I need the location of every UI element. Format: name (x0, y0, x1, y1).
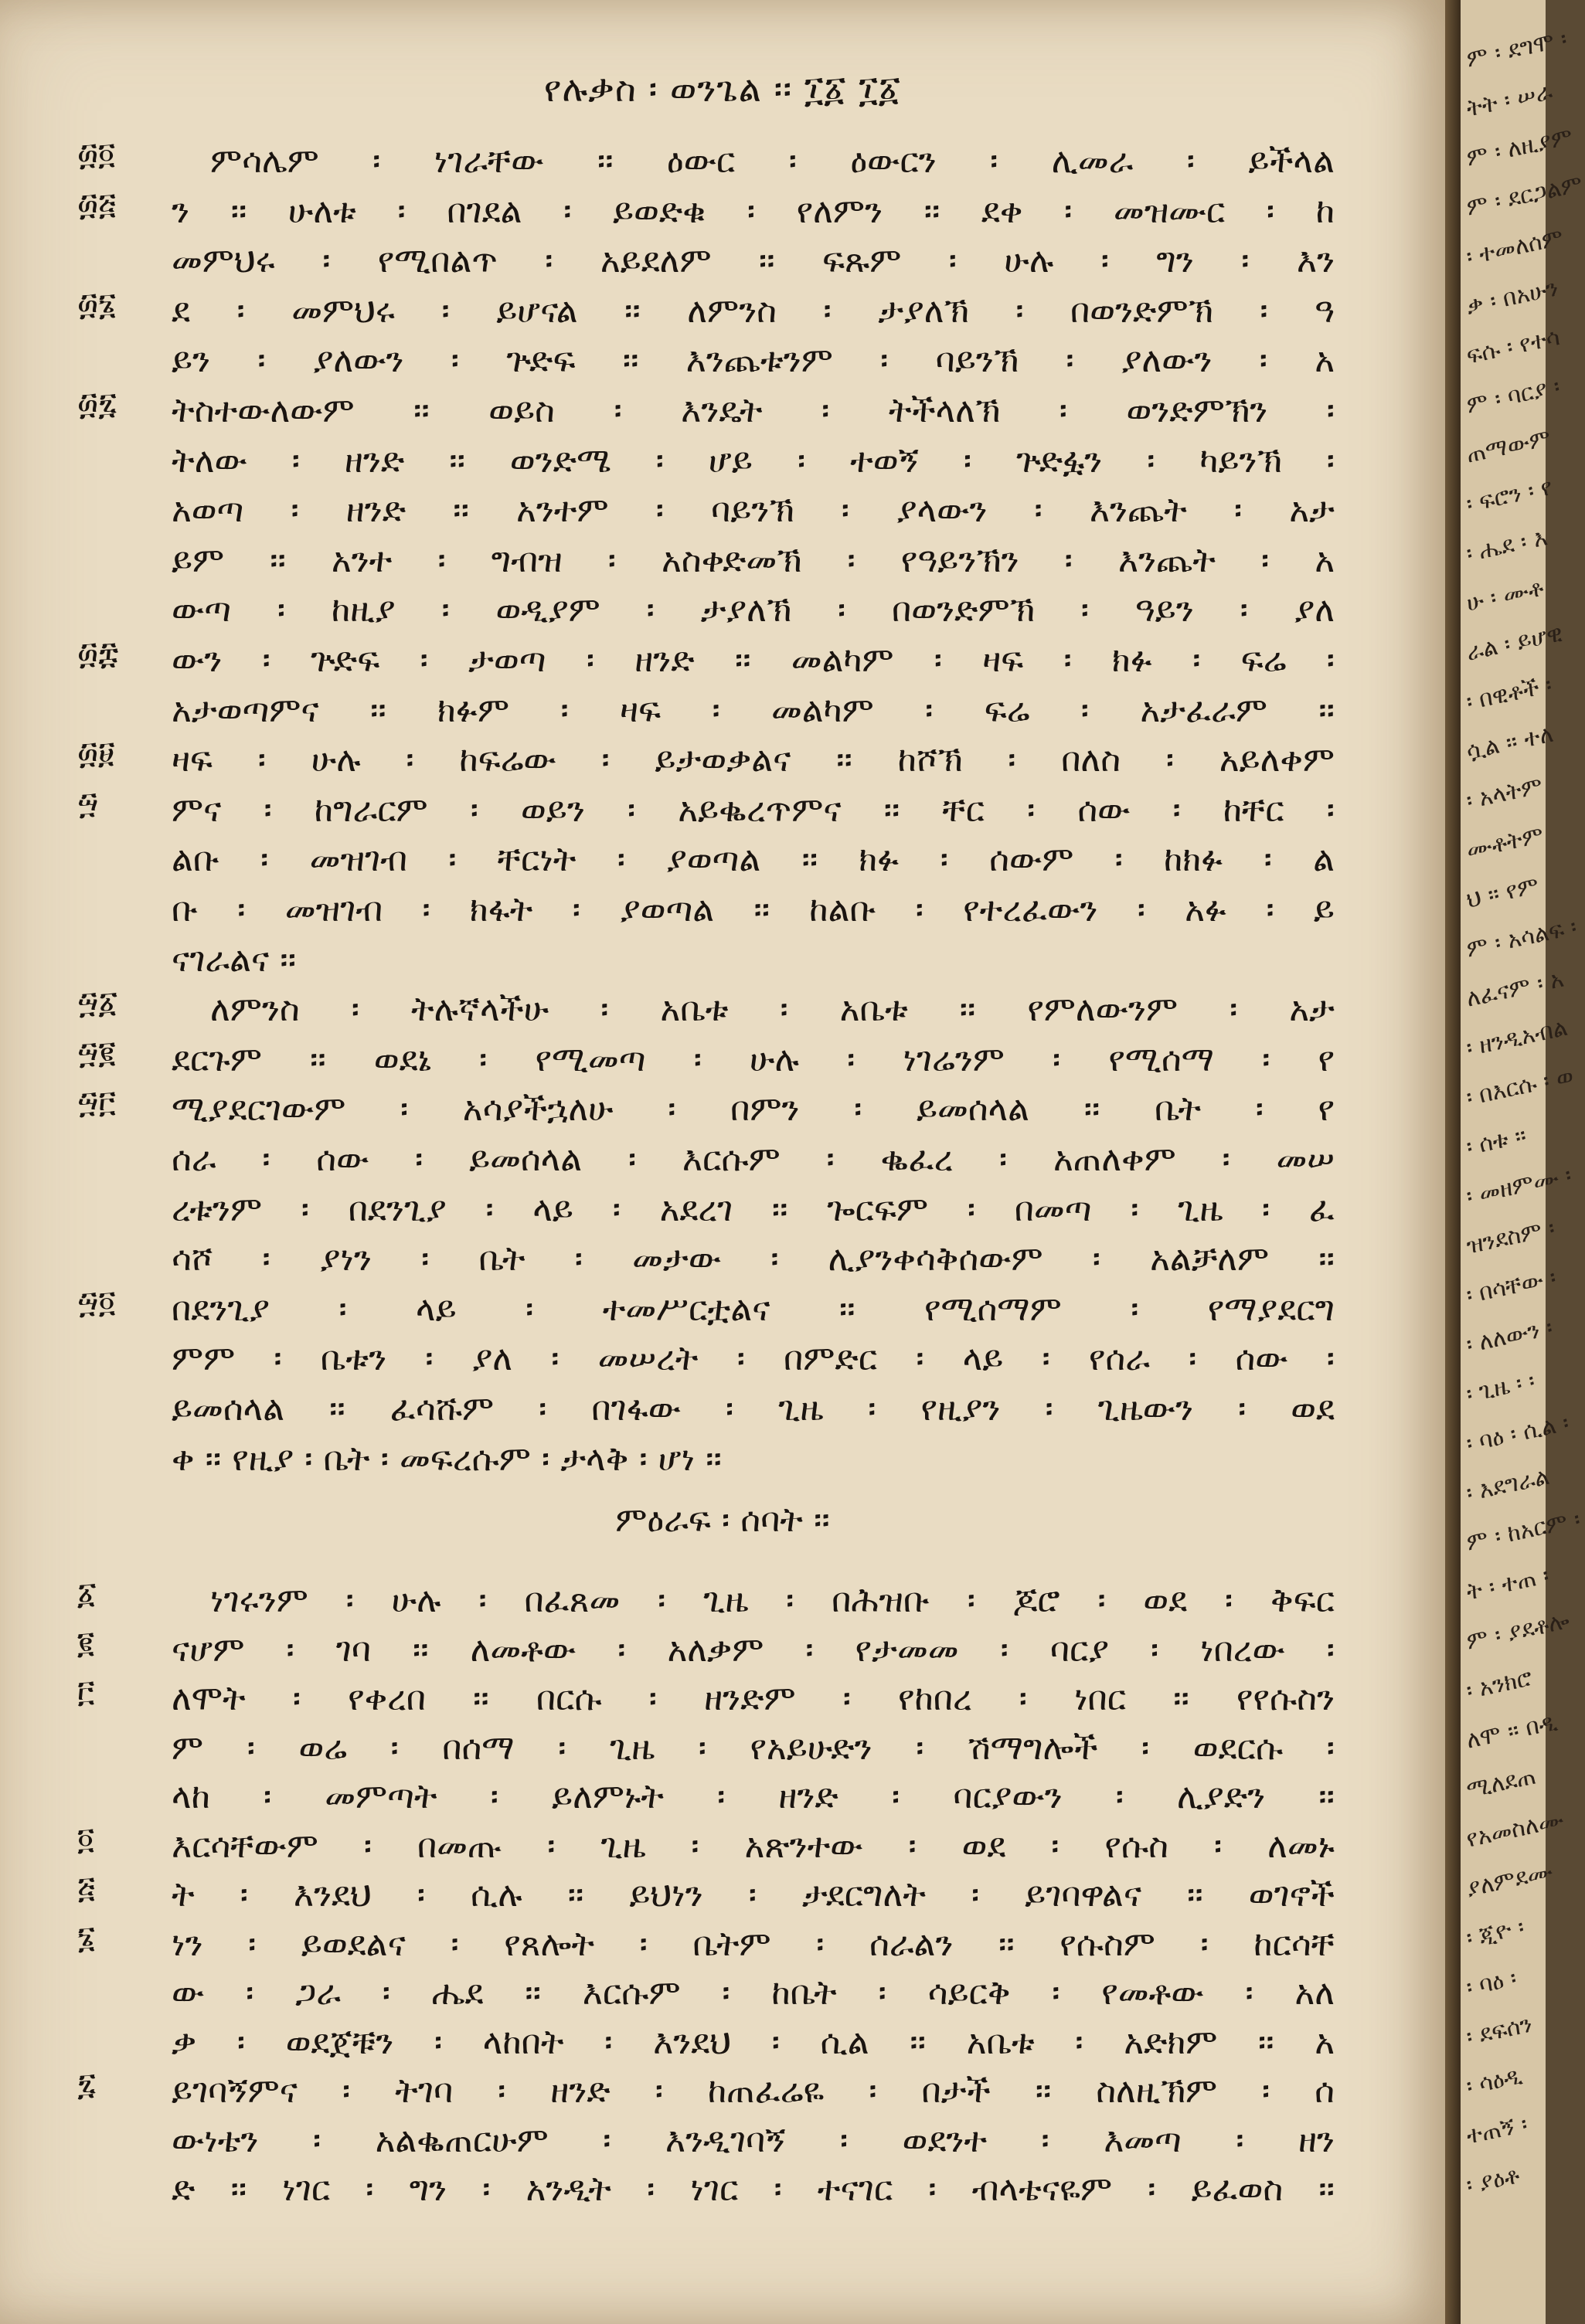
facing-page-fragment: ፡ በዊቶች ፡ (1464, 671, 1555, 716)
facing-page-fragment: ፡ ያዕቶ (1464, 2161, 1522, 2200)
facing-page-fragment: ፡ በሳቸው ፡ (1464, 1263, 1559, 1310)
facing-page-fragment: ፡ ባዕ ፡ (1464, 1964, 1519, 2002)
verse-number: ፴፬ (77, 137, 116, 172)
facing-page-fragment: ትት ፡ ሠራ (1464, 77, 1555, 123)
verse-line (0, 786, 1445, 835)
verse-text: ሳሾ ፡ ያነን ፡ ቤት ፡ መታው ፡ ሊያንቀሳቅሰውም ፡ አልቻለም ፡፡ (172, 1239, 1335, 1279)
verse-text: ላከ ፡ መምጣት ፡ ይለምኑት ፡ ዘንድ ፡ ባርያውን ፡ ሊያድን ፡፡ (172, 1777, 1335, 1816)
verse-line (0, 536, 1445, 586)
verse-line (0, 1920, 1445, 1969)
facing-page-fragment: ም ፡ ደግሞ ፡ (1464, 25, 1570, 73)
verse-line (0, 1435, 1445, 1484)
verse-number: ፴፭ (77, 186, 116, 223)
verse-line (0, 336, 1445, 386)
verse-line (0, 936, 1445, 985)
verse-text: ት ፡ እንደህ ፡ ሲሉ ፡፡ ይህነን ፡ ታደርግለት ፡ ይገባዋልና ፡፡ ወገኖች (172, 1875, 1335, 1915)
verse-line (0, 1969, 1445, 2018)
verse-line (0, 2165, 1445, 2214)
verse-line (0, 1724, 1445, 1773)
facing-page-fragment: ፡ ጊዜ ፡ ፡ (1464, 1367, 1538, 1408)
verse-text: እርሳቸውም ፡ በመጡ ፡ ጊዜ ፡ አጽንተው ፡ ወደ ፡ የሱስ ፡ ለመኑ (172, 1826, 1335, 1866)
verse-text: ቃ ፡ ወደጀቹን ፡ ላከበት ፡ እንደህ ፡ ሲል ፡፡ አቤቱ ፡ አድክም ፡፡ አ (172, 2022, 1335, 2062)
verse-number: ፫ (77, 1674, 95, 1710)
facing-page-fragment: ፡ ፍሮን ፡ የ (1464, 473, 1556, 518)
facing-page-fragment: ፡ ሳዕዲ (1464, 2062, 1525, 2101)
facing-page-fragment: ፡ በእርሱ ፡ ወ (1464, 1062, 1576, 1112)
verse-number: ፭ (77, 1870, 95, 1906)
facing-page-fragment: ሙቶትም (1464, 821, 1546, 865)
facing-page-fragment: ም ፡ ባርያ ፡ (1464, 372, 1563, 420)
facing-page-fragment: ህ ፡፡ የም (1464, 872, 1542, 914)
verse-text: አወጣ ፡ ዘንድ ፡፡ አንተም ፡ ባይንኽ ፡ ያላውን ፡ እንጨት ፡ አታ (172, 491, 1335, 531)
verse-text: አታወጣምና ፡፡ ክፉም ፡ ዛፍ ፡ መልካም ፡ ፍሬ ፡ አታፈራም ፡፡ (172, 690, 1335, 730)
facing-page-fragment: ያለምደሙ (1464, 1857, 1556, 1903)
running-header: የሉቃስ ፡ ወንጌል ፡፡ ፲፩ ፲፩ (543, 68, 902, 110)
facing-page-fragment: ጠማውም (1464, 424, 1553, 469)
verse-number: ፴፯ (77, 386, 117, 422)
verse-line (0, 1822, 1445, 1871)
verse-line (0, 2067, 1445, 2116)
verse-text: ምና ፡ ከግራርም ፡ ወይን ፡ አይቈረጥምና ፡፡ ቸር ፡ ሰው ፡ ከቸር ፡ (172, 790, 1335, 830)
facing-page-fragment: ፡ አላትም (1464, 772, 1546, 815)
facing-page-fragment: ራል ፡ ይሆዊ (1464, 620, 1566, 667)
verse-text: ሚያደርገውም ፡ አሳያችኋለሁ ፡ በምን ፡ ይመሰላል ፡፡ ቤት ፡ የ (172, 1089, 1335, 1130)
chapter-heading: ምዕራፍ ፡ ሰባት ፡፡ (615, 1500, 830, 1540)
verse-line (0, 2018, 1445, 2067)
facing-page-fragment: ፡ ደፍሰን (1464, 2010, 1535, 2051)
verse-text: ቡ ፡ መዝገብ ፡ ክፋት ፡ ያወጣል ፡፡ ከልቡ ፡ የተረፈውን ፡ አፉ ፡ ይ (172, 890, 1335, 929)
verse-line (0, 437, 1445, 486)
verse-line (0, 486, 1445, 535)
verse-line (0, 1185, 1445, 1235)
verse-text: ይን ፡ ያለውን ፡ ጕድፍ ፡፡ እንጨቱንም ፡ ባይንኽ ፡ ያለውን ፡ አ (172, 341, 1335, 381)
facing-page-fragment: ት ፡ ተጠ ፡ (1464, 1561, 1552, 1606)
facing-page-fragment: ተጠኝ ፡ (1464, 2110, 1530, 2150)
facing-page-fragment: ፡ ዘንዲአብል (1464, 1014, 1570, 1062)
verse-text: ደ ፡ መምህሩ ፡ ይሆናል ፡፡ ለምንስ ፡ ታያለኽ ፡ በወንድምኽ ፡ ዓ (172, 290, 1335, 331)
verse-text: ሰራ ፡ ሰው ፡ ይመሰላል ፡ እርሱም ፡ ቈፈረ ፡ አጠለቀም ፡ መሠ (172, 1140, 1335, 1179)
facing-page-fragment: ሁ ፡ ሙቶ (1464, 574, 1546, 617)
verse-text: ትለው ፡ ዘንድ ፡፡ ወንድሜ ፡ ሆይ ፡ ተወኝ ፡ ጕድፏን ፡ ካይንኽ ፡ (172, 440, 1335, 481)
verse-text: ነገሩንም ፡ ሁሉ ፡ በፈጸመ ፡ ጊዜ ፡ በሕዝቡ ፡ ጆሮ ፡ ወደ ፡ ቅፍር (210, 1581, 1335, 1620)
verse-text: ይም ፡፡ አንተ ፡ ግብዝ ፡ አስቀድመኽ ፡ የዓይንኽን ፡ እንጨት ፡ አ (172, 540, 1335, 580)
book-gutter (1445, 0, 1461, 2324)
facing-page-fragment: ፡ ተመለሰም (1464, 223, 1566, 271)
facing-page-fragment: ፡ ባዕ ፡ ሲል ፡ (1464, 1409, 1572, 1458)
facing-page-fragment: የአመስለሙ (1464, 1806, 1566, 1853)
facing-page-fragment: ፍሱ ፡ የተሳ (1464, 323, 1563, 370)
verse-line (0, 1674, 1445, 1724)
facing-page-fragment: ም ፡ ደርጋልም (1464, 170, 1585, 222)
verse-line (0, 1626, 1445, 1675)
verse-text: ደርጉም ፡፡ ወደኔ ፡ የሚመጣ ፡ ሁሉ ፡ ነገሬንም ፡ የሚሰማ ፡ የ (172, 1039, 1335, 1079)
verse-text: ውን ፡ ጕድፍ ፡ ታወጣ ፡ ዘንድ ፡፡ መልካም ፡ ዛፍ ፡ ክፉ ፡ ፍሬ ፡ (172, 640, 1335, 680)
verse-text: ናገራልና ፡፡ (172, 939, 297, 980)
verse-number: ፴፮ (77, 286, 117, 322)
facing-page-fragment: ፡ ሔደ ፡ እ (1464, 524, 1550, 568)
verse-line (0, 1334, 1445, 1384)
facing-page-fragment: ም ፡ ያደቶሎ (1464, 1607, 1573, 1656)
facing-page-fragment: ፡ ለለውን ፡ (1464, 1313, 1556, 1359)
verse-text: ናሆም ፡ ገባ ፡፡ ለመቶው ፡ አለቃም ፡ የታመመ ፡ ባርያ ፡ ነበረው ፡ (172, 1629, 1335, 1670)
verse-line (0, 1576, 1445, 1626)
verse-number: ፵፫ (77, 1085, 116, 1121)
verse-number: ፵፬ (77, 1284, 116, 1320)
verse-line (0, 137, 1445, 186)
verse-line (0, 736, 1445, 785)
verse-line (0, 2116, 1445, 2166)
verse-text: ለሞት ፡ የቀረበ ፡፡ በርሱ ፡ ዘንድም ፡ የከበረ ፡ ነበር ፡፡ የየሱስን (172, 1679, 1335, 1718)
verse-line (0, 187, 1445, 236)
facing-page-fragment: ሷል ፡፡ ተለ (1464, 720, 1556, 766)
verse-line (0, 236, 1445, 286)
verse-number: ፵፩ (77, 985, 118, 1021)
verse-text: ትስተውለውም ፡፡ ወይስ ፡ እንዴት ፡ ትችላለኽ ፡ ወንድምኽን ፡ (172, 391, 1335, 430)
verse-line (0, 1870, 1445, 1920)
verse-line (0, 586, 1445, 635)
verse-text: ይገባኝምና ፡ ትገባ ፡ ዘንድ ፡ ከጠፈሬዬ ፡ በታች ፡፡ ስለዚኽም ፡ ሰ (172, 2071, 1335, 2111)
facing-page-fragment: ፡ ሰቱ ፡፡ (1464, 1122, 1529, 1161)
verse-text: በደንጊያ ፡ ላይ ፡ ተመሥርቷልና ፡፡ የሚሰማም ፡ የማያደርግ (172, 1289, 1335, 1329)
verse-number: ፬ (77, 1821, 95, 1857)
facing-page-fragment: ፡ ጂዮ ፡ (1464, 1913, 1527, 1952)
verse-line (0, 1035, 1445, 1085)
verse-line (0, 985, 1445, 1035)
verse-line (0, 1135, 1445, 1184)
verse-number: ፩ (77, 1576, 97, 1612)
facing-page-fragment: ለሞ ፡፡ በዲ (1464, 1708, 1560, 1755)
verse-line (0, 287, 1445, 336)
verse-text: ይመሰላል ፡፡ ፈሳሹም ፡ በገፋው ፡ ጊዜ ፡ የዚያን ፡ ጊዜውን ፡ ወደ (172, 1389, 1335, 1429)
facing-page-fragment: ም ፡ አሳልፍ ፡ (1464, 913, 1580, 963)
verse-text: ልቡ ፡ መዝገብ ፡ ቸርነት ፡ ያወጣል ፡፡ ክፉ ፡ ሰውም ፡ ከክፉ ፡ ል (172, 840, 1335, 880)
verse-number: ፴፰ (77, 636, 119, 671)
facing-page-fragment: ቃ ፡ በአሁን (1464, 274, 1561, 321)
facing-page-fragment: ፡ አንክሮ (1464, 1664, 1535, 1705)
verse-text: ምም ፡ ቤቱን ፡ ያለ ፡ መሠረት ፡ በምድር ፡ ላይ ፡ የሰራ ፡ ሰው ፡ (172, 1339, 1335, 1379)
verse-number: ፵ (77, 785, 99, 821)
facing-page-fragment: ለፈናም ፡ አ (1464, 965, 1566, 1013)
verse-line (0, 1085, 1445, 1134)
verse-line (0, 636, 1445, 685)
verse-text: ቀ ፡፡ የዚያ ፡ ቤት ፡ መፍረሱም ፡ ታላቅ ፡ ሆነ ፡፡ (172, 1439, 722, 1479)
facing-page-fragment: ፡ እደግራል (1464, 1463, 1553, 1507)
facing-page-fragment: ም ፡ ከአርም ፡ (1464, 1506, 1583, 1557)
verse-line (0, 885, 1445, 935)
verse-text: ው ፡ ጋራ ፡ ሔደ ፡፡ እርሱም ፡ ከቤት ፡ ሳይርቅ ፡ የመቶው ፡ አለ (172, 1973, 1335, 2013)
verse-line (0, 835, 1445, 885)
verse-line (0, 1235, 1445, 1284)
verse-number: ፯ (77, 2067, 97, 2102)
verse-text: ድ ፡፡ ነገር ፡ ግን ፡ አንዲት ፡ ነገር ፡ ተናገር ፡ ብላቴናዬም ፡ ይፈወስ ፡፡ (172, 2169, 1335, 2209)
verse-number: ፪ (77, 1625, 94, 1661)
facing-page-edge (1461, 0, 1585, 2324)
verse-text: ለምንስ ፡ ትሉኛላችሁ ፡ አቤቱ ፡ አቤቱ ፡፡ የምለውንም ፡ አታ (210, 990, 1335, 1030)
facing-page-fragment: ሚለደጠ (1464, 1762, 1539, 1804)
verse-text: ዛፍ ፡ ሁሉ ፡ ከፍሬው ፡ ይታወቃልና ፡፡ ከሾኽ ፡ በለስ ፡ አይለቀም (172, 740, 1335, 780)
verse-number: ፮ (77, 1919, 96, 1955)
verse-line (0, 1285, 1445, 1334)
verse-text: ምሳሌም ፡ ነገራቸው ፡፡ ዕውር ፡ ዕውርን ፡ ሊመራ ፡ ይችላል (210, 141, 1335, 181)
verse-text: ረቱንም ፡ በደንጊያ ፡ ላይ ፡ አደረገ ፡፡ ጐርፍም ፡ በመጣ ፡ ጊዜ ፡ ፈ (172, 1189, 1335, 1229)
verse-line (0, 686, 1445, 736)
verse-number: ፵፪ (77, 1035, 116, 1071)
verse-text: ውጣ ፡ ከዚያ ፡ ወዲያም ፡ ታያለኽ ፡ በወንድምኽ ፡ ዓይን ፡ ያለ (172, 590, 1335, 630)
verse-text: ን ፡፡ ሁለቱ ፡ በገደል ፡ ይወድቁ ፡ የለምን ፡፡ ደቀ ፡ መዝሙር ፡ ከ (172, 191, 1335, 231)
facing-page-fragment: ዝንደስም ፡ (1464, 1215, 1557, 1260)
facing-page-fragment: ም ፡ ለዚያም (1464, 123, 1576, 172)
verse-line (0, 386, 1445, 436)
verse-text: ም ፡ ወሬ ፡ በሰማ ፡ ጊዜ ፡ የአይሁድን ፡ ሽማግሎች ፡ ወደርሱ ፡ (172, 1728, 1335, 1768)
verse-number: ፴፱ (77, 736, 115, 772)
verse-text: ነን ፡ ይወደልና ፡ የጸሎት ፡ ቤትም ፡ ሰራልን ፡፡ የሱስም ፡ ከርሳቸ (172, 1924, 1335, 1964)
facing-page-fragment: ፡ መዘምሙ ፡ (1464, 1161, 1574, 1211)
verse-text: ውነቴን ፡ አልቈጠርሁም ፡ እንዲገባኝ ፡ ወደንተ ፡ እመጣ ፡ ዘን (172, 2120, 1335, 2160)
verse-line (0, 1385, 1445, 1434)
verse-line (0, 1772, 1445, 1822)
verse-text: መምህሩ ፡ የሚበልጥ ፡ አይደለም ፡፡ ፍጹም ፡ ሁሉ ፡ ግን ፡ እን (172, 241, 1335, 281)
